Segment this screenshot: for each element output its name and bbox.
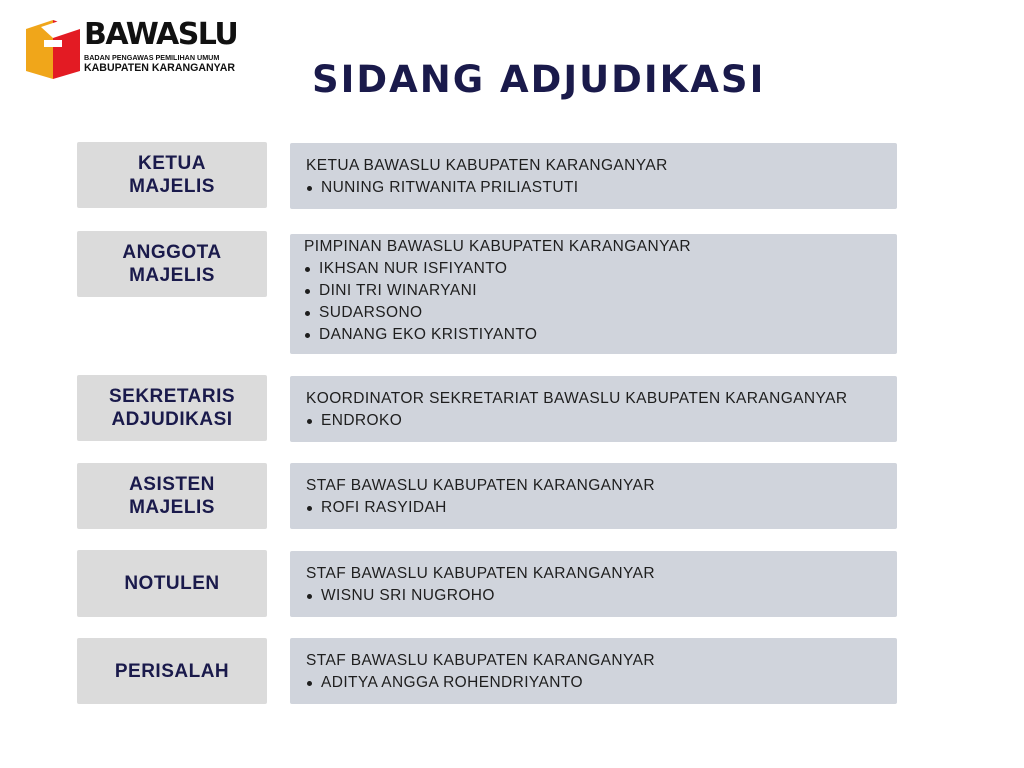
logo-subtitle: BADAN PENGAWAS PEMILIHAN UMUM (84, 53, 220, 62)
role-box (77, 550, 267, 617)
bawaslu-emblem-icon (24, 18, 82, 80)
member-item: NUNING RITWANITA PRILIASTUTI (306, 177, 897, 199)
role-label: ASISTEN MAJELIS (129, 474, 215, 518)
role-label: ANGGOTA MAJELIS (122, 242, 222, 286)
detail-heading: STAF BAWASLU KABUPATEN KARANGANYAR (306, 477, 655, 494)
role-box (77, 463, 267, 529)
bawaslu-logo (24, 18, 244, 82)
logo-region: KABUPATEN KARANGANYAR (84, 62, 236, 74)
page-title: SIDANG ADJUDIKASI (312, 58, 766, 101)
member-item: ENDROKO (306, 410, 897, 432)
member-item: SUDARSONO (304, 302, 897, 324)
detail-box (290, 234, 897, 354)
member-list (306, 585, 897, 607)
member-item: WISNU SRI NUGROHO (306, 585, 897, 607)
detail-box (290, 551, 897, 617)
member-item: ROFI RASYIDAH (306, 497, 897, 519)
member-list (304, 258, 897, 346)
member-item: IKHSAN NUR ISFIYANTO (304, 258, 897, 280)
member-list (306, 497, 897, 519)
role-box (77, 375, 267, 441)
detail-box (290, 463, 897, 529)
detail-heading: KOORDINATOR SEKRETARIAT BAWASLU KABUPATEN KARANGANYAR (306, 390, 848, 407)
member-list (306, 410, 897, 432)
role-box (77, 638, 267, 704)
role-label: SEKRETARIS ADJUDIKASI (108, 386, 236, 430)
role-box (77, 231, 267, 297)
role-label: NOTULEN (124, 573, 220, 594)
member-item: DINI TRI WINARYANI (304, 280, 897, 302)
member-item: ADITYA ANGGA ROHENDRIYANTO (306, 672, 897, 694)
detail-box (290, 143, 897, 209)
detail-box (290, 638, 897, 704)
role-label: KETUA MAJELIS (129, 153, 215, 197)
role-label: PERISALAH (114, 660, 230, 682)
detail-heading: KETUA BAWASLU KABUPATEN KARANGANYAR (306, 157, 668, 174)
member-list (306, 672, 897, 694)
detail-heading: STAF BAWASLU KABUPATEN KARANGANYAR (306, 652, 655, 669)
detail-box (290, 376, 897, 442)
role-box (77, 142, 267, 208)
detail-heading: PIMPINAN BAWASLU KABUPATEN KARANGANYAR (304, 238, 691, 255)
detail-heading: STAF BAWASLU KABUPATEN KARANGANYAR (306, 565, 655, 582)
logo-title: BAWASLU (84, 17, 238, 52)
member-item: DANANG EKO KRISTIYANTO (304, 324, 897, 346)
member-list (306, 177, 897, 199)
